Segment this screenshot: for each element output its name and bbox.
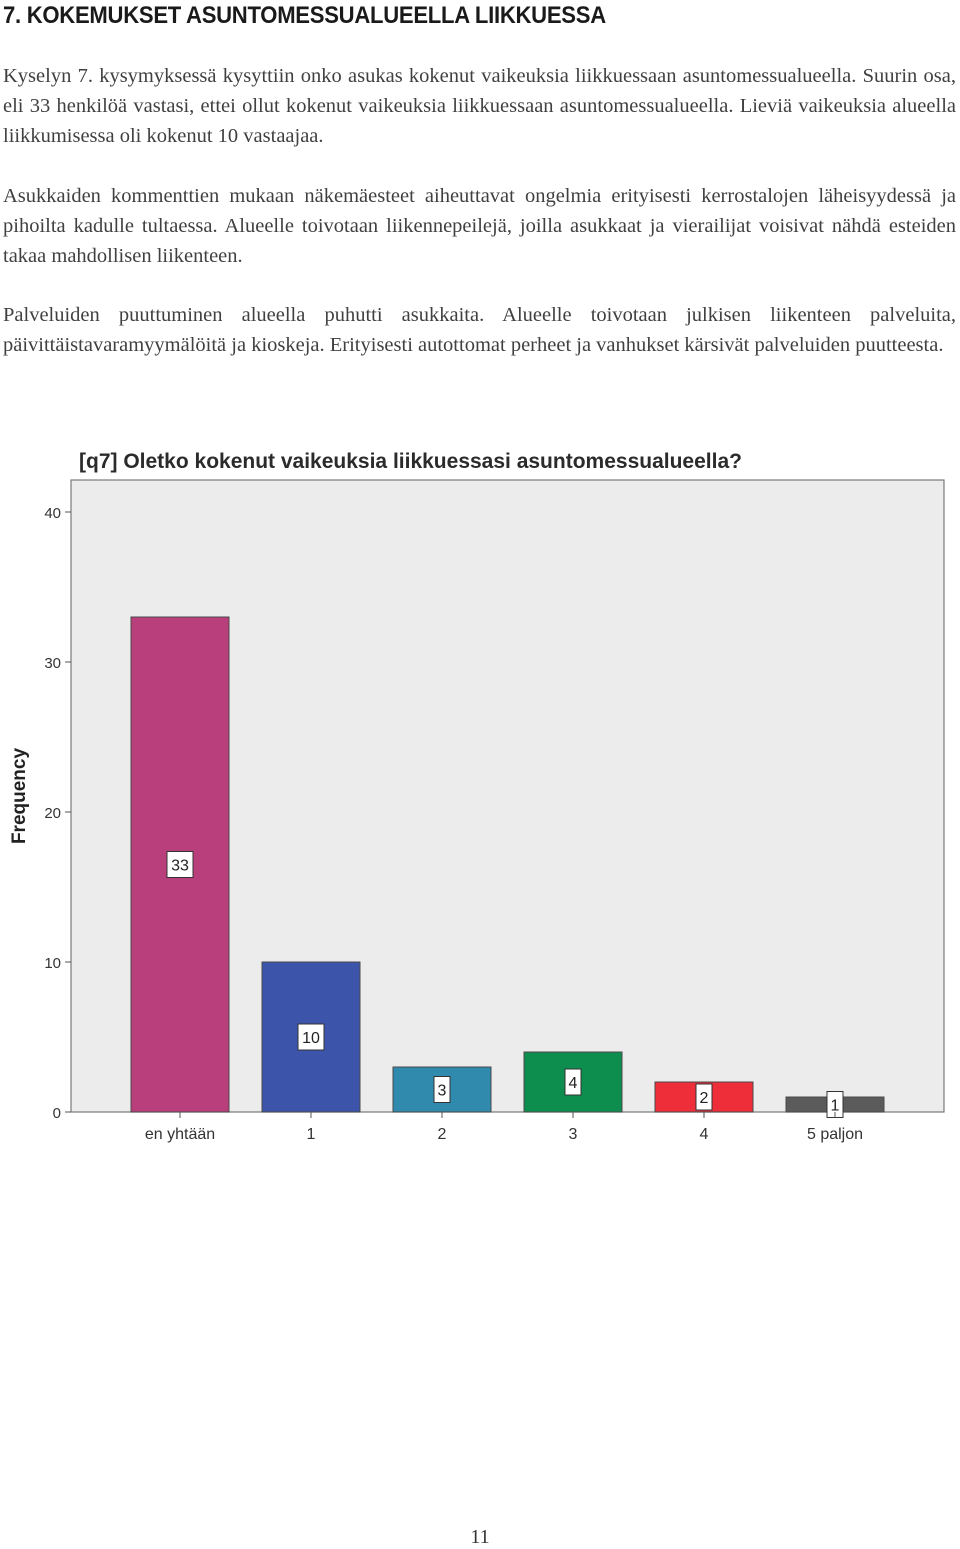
y-tick-label: 40 (44, 505, 61, 522)
x-tick-label: 1 (306, 1126, 316, 1143)
x-tick-label: en yhtään (144, 1126, 216, 1143)
y-tick-label: 0 (52, 1105, 61, 1122)
data-label: 1 (830, 1097, 840, 1115)
page-number: 11 (470, 1526, 490, 1548)
paragraph-missing-services: Palveluiden puuttuminen alueella puhutti asukkaita. Alueelle toivotaan julkisen liikenteen palveluita, päivittäistavaramyymälöitä ja kioskeja. Erityisesti autottomat perheet ja vanhukset kärsivät palveluiden puutteesta. (3, 304, 956, 356)
frequency-bar-chart (0, 440, 960, 1160)
chart-title: [q7] Oletko kokenut vaikeuksia liikkuessasi asuntomessualueella? (79, 450, 742, 473)
y-axis (44, 505, 71, 1122)
section-heading: 7. KOKEMUKSET ASUNTOMESSUALUEELLA LIIKKUESSA (3, 2, 606, 29)
paragraph-survey-result: Kyselyn 7. kysymyksessä kysyttiin onko asukas kokenut vaikeuksia liikkuessaan asuntomessualueella. Suurin osa, eli 33 henkilöä vastasi, ettei ollut kokenut vaikeuksia liikkuessaan asuntomessualueella. Lieviä vaikeuksia alueella liikkumisessa oli kokenut 10 vastaajaa. (3, 65, 956, 147)
x-axis (145, 1112, 863, 1143)
y-tick-label: 10 (44, 955, 61, 972)
x-tick-label: 2 (437, 1126, 447, 1143)
data-label: 10 (302, 1030, 320, 1047)
paragraph-resident-comments: Asukkaiden kommenttien mukaan näkemäesteet aiheuttavat ongelmia erityisesti kerrostalojen läheisyydessä ja pihoilta kadulle tultaessa. Alueelle toivotaan liikennepeilejä, joilla asukkaat ja vierailijat voisivat nähdä esteiden takaa mahdollisen liikenteen. (3, 185, 956, 267)
y-axis-label: Frequency (9, 747, 30, 845)
y-tick-label: 30 (44, 655, 61, 672)
data-label: 3 (437, 1082, 447, 1100)
y-tick-label: 20 (44, 805, 61, 822)
x-tick-label: 5 paljon (806, 1126, 864, 1143)
x-tick-label: 3 (568, 1126, 578, 1143)
data-label: 33 (171, 857, 189, 875)
x-tick-label: 4 (699, 1126, 709, 1143)
data-label: 4 (568, 1075, 578, 1092)
data-label: 2 (699, 1090, 709, 1107)
